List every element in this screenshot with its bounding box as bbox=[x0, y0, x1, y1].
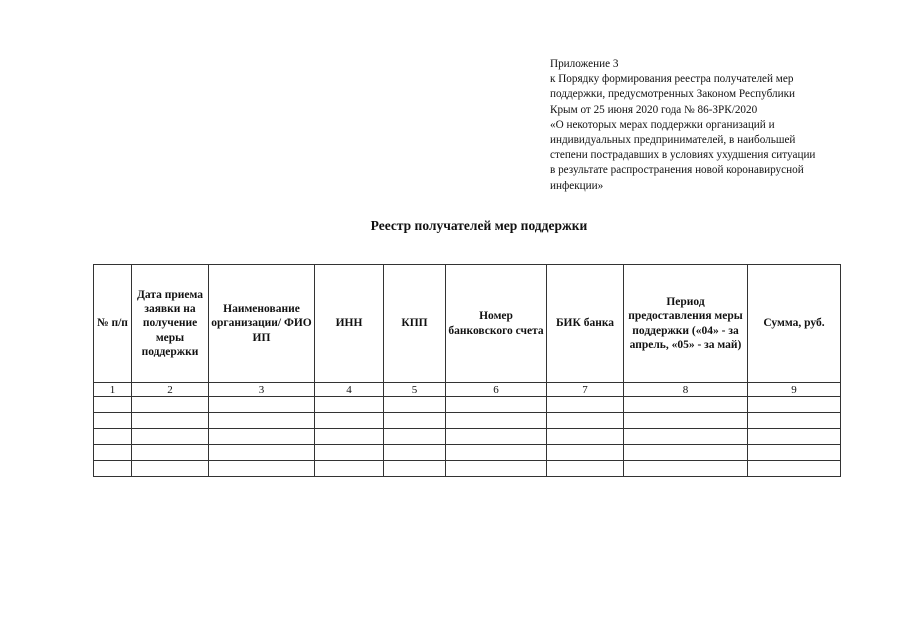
table-cell bbox=[547, 445, 624, 461]
document-title: Реестр получателей мер поддержки bbox=[370, 218, 588, 233]
table-cell bbox=[132, 445, 209, 461]
table-cell bbox=[132, 413, 209, 429]
column-number: 7 bbox=[547, 383, 624, 397]
table-cell bbox=[132, 461, 209, 477]
column-number: 8 bbox=[624, 383, 748, 397]
table-cell bbox=[624, 461, 748, 477]
table-cell bbox=[547, 413, 624, 429]
table-cell bbox=[384, 461, 446, 477]
table-cell bbox=[624, 429, 748, 445]
table-cell bbox=[94, 429, 132, 445]
table-cell bbox=[446, 461, 547, 477]
annex-line: Крым от 25 июня 2020 года № 86-ЗРК/2020 bbox=[550, 103, 758, 116]
table-cell bbox=[94, 397, 132, 413]
table-cell bbox=[132, 429, 209, 445]
table-cell bbox=[384, 397, 446, 413]
table-row bbox=[94, 461, 841, 477]
column-header-number: № п/п bbox=[94, 265, 132, 383]
column-header-bik: БИК банка bbox=[547, 265, 624, 383]
annex-line: индивидуальных предпринимателей, в наибольшей bbox=[550, 134, 796, 147]
table-cell bbox=[446, 413, 547, 429]
column-number: 2 bbox=[132, 383, 209, 397]
column-number: 1 bbox=[94, 383, 132, 397]
annex-line: поддержки, предусмотренных Законом Республики bbox=[550, 88, 795, 101]
table-cell bbox=[315, 413, 384, 429]
table-cell bbox=[384, 445, 446, 461]
header-row bbox=[94, 265, 841, 383]
table-cell bbox=[209, 397, 315, 413]
table-row bbox=[94, 397, 841, 413]
column-number: 4 bbox=[315, 383, 384, 397]
column-header-period: Период предоставления меры поддержки («04» - за апрель, «05» - за май) bbox=[624, 265, 748, 383]
table-cell bbox=[132, 397, 209, 413]
table-cell bbox=[315, 429, 384, 445]
table-cell bbox=[748, 461, 841, 477]
table-cell bbox=[94, 413, 132, 429]
column-number: 6 bbox=[446, 383, 547, 397]
table-cell bbox=[624, 397, 748, 413]
registry-table bbox=[93, 264, 841, 477]
table-cell bbox=[547, 429, 624, 445]
table-row bbox=[94, 445, 841, 461]
table-cell bbox=[209, 429, 315, 445]
table-cell bbox=[384, 413, 446, 429]
annex-line: «О некоторых мерах поддержки организаций и bbox=[550, 118, 775, 131]
column-number: 5 bbox=[384, 383, 446, 397]
column-header-sum: Сумма, руб. bbox=[748, 265, 841, 383]
column-header-name: Наименование организации/ ФИО ИП bbox=[209, 265, 315, 383]
table-row bbox=[94, 429, 841, 445]
table-cell bbox=[446, 397, 547, 413]
column-header-kpp: КПП bbox=[384, 265, 446, 383]
annex-line: инфекции» bbox=[550, 179, 604, 192]
column-number: 3 bbox=[209, 383, 315, 397]
table-cell bbox=[315, 397, 384, 413]
column-number: 9 bbox=[748, 383, 841, 397]
annex-line: Приложение 3 bbox=[550, 58, 619, 70]
table-cell bbox=[209, 413, 315, 429]
column-number-row bbox=[94, 383, 841, 397]
table-cell bbox=[446, 429, 547, 445]
table-cell bbox=[748, 397, 841, 413]
table-cell bbox=[384, 429, 446, 445]
table-cell bbox=[624, 445, 748, 461]
annex-line: степени пострадавших в условиях ухудшения ситуации bbox=[550, 149, 816, 162]
annex-line: к Порядку формирования реестра получателей мер bbox=[550, 73, 794, 86]
column-header-account: Номер банковского счета bbox=[446, 265, 547, 383]
annex-line: в результате распространения новой коронавирусной bbox=[550, 164, 804, 177]
table-cell bbox=[748, 445, 841, 461]
table-cell bbox=[446, 445, 547, 461]
annex-note bbox=[550, 57, 870, 194]
table-cell bbox=[315, 461, 384, 477]
table-cell bbox=[315, 445, 384, 461]
table-cell bbox=[547, 461, 624, 477]
table-cell bbox=[209, 445, 315, 461]
table-cell bbox=[748, 413, 841, 429]
table-cell bbox=[94, 461, 132, 477]
table-cell bbox=[94, 445, 132, 461]
table-cell bbox=[547, 397, 624, 413]
column-header-date: Дата приема заявки на получение меры поддержки bbox=[132, 265, 209, 383]
table-cell bbox=[748, 429, 841, 445]
table-cell bbox=[624, 413, 748, 429]
column-header-inn: ИНН bbox=[315, 265, 384, 383]
table-cell bbox=[209, 461, 315, 477]
table-row bbox=[94, 413, 841, 429]
